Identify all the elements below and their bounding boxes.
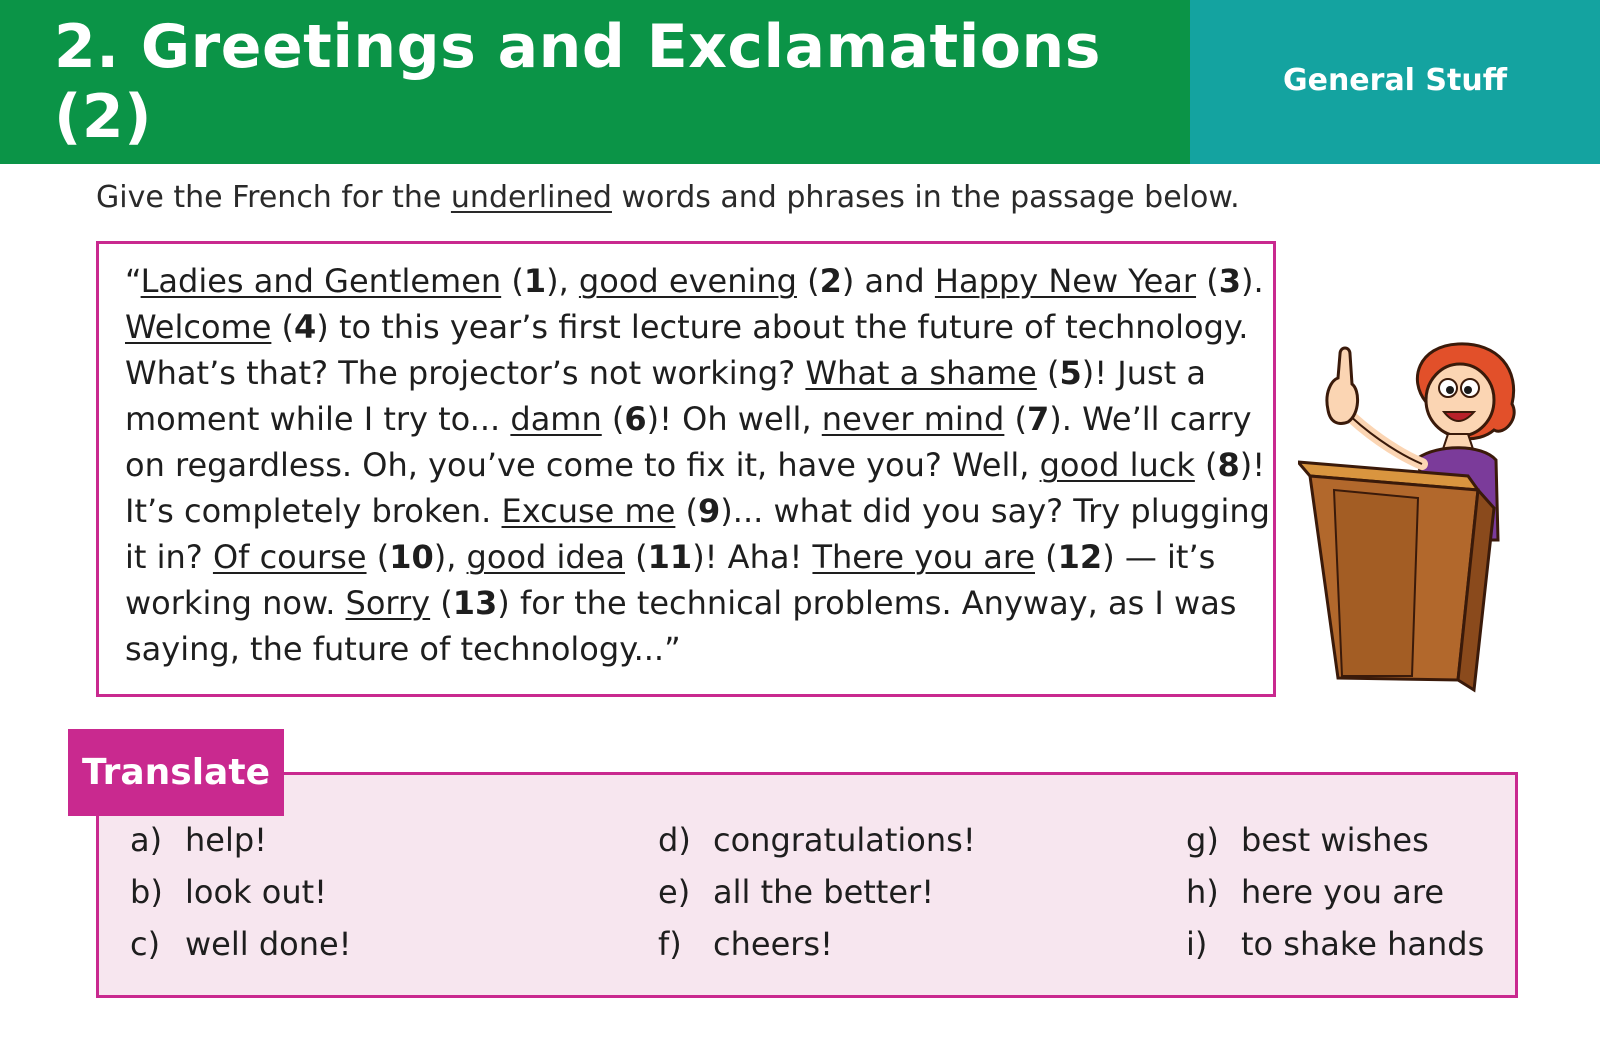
translate-item — [1186, 866, 1484, 918]
passage-segment: ) — it’s — [1102, 538, 1216, 576]
passage-line — [125, 534, 1255, 580]
passage-segment: ( — [1194, 446, 1218, 484]
passage-segment: moment while I try to... — [125, 400, 511, 438]
instruction-pre: Give the French for the — [96, 180, 451, 215]
instruction-text — [96, 180, 1240, 215]
passage-segment: saying, the future of technology...” — [125, 630, 681, 668]
item-text: help! — [185, 821, 267, 859]
passage-segment: ( — [366, 538, 390, 576]
passage-segment: ( — [675, 492, 699, 530]
translate-item — [658, 918, 976, 970]
passage-segment: ), — [546, 262, 579, 300]
passage-segment: )! Aha! — [692, 538, 813, 576]
passage-segment: )... what did you say? Try plugging — [720, 492, 1270, 530]
underlined-phrase: never mind — [821, 400, 1005, 438]
item-text: here you are — [1241, 873, 1444, 911]
passage-segment: ), — [433, 538, 467, 576]
underlined-phrase: good evening — [578, 262, 797, 300]
translate-item — [658, 814, 976, 866]
passage-segment: )! — [1239, 446, 1266, 484]
translate-item — [130, 814, 352, 866]
passage-segment: working now. — [125, 584, 346, 622]
passage-segment: ( — [1196, 262, 1219, 300]
passage-segment: ( — [271, 308, 295, 346]
item-number: 12 — [1057, 538, 1103, 576]
passage-line — [125, 442, 1266, 488]
passage-box — [96, 241, 1276, 697]
passage-segment: ( — [501, 262, 524, 300]
item-number: 4 — [294, 308, 317, 346]
passage-segment: ( — [625, 538, 648, 576]
passage-segment: ( — [1035, 538, 1058, 576]
passage-line — [125, 304, 1255, 350]
underlined-phrase: damn — [510, 400, 602, 438]
instruction-underlined-word: underlined — [450, 180, 612, 215]
item-number: 2 — [819, 262, 842, 300]
passage-line — [125, 488, 1270, 534]
item-number: 11 — [647, 538, 693, 576]
passage-segment: ( — [430, 584, 453, 622]
instruction-post: words and phrases in the passage below. — [611, 180, 1240, 215]
item-letter: d) — [658, 821, 691, 859]
page-title: 2. Greetings and Exclamations (2) — [54, 12, 1101, 152]
underlined-phrase: Welcome — [125, 308, 272, 346]
lecturer-at-podium-icon — [1298, 340, 1528, 710]
item-letter: c) — [130, 925, 161, 963]
underlined-phrase: Ladies and Gentlemen — [140, 262, 502, 300]
item-number: 3 — [1218, 262, 1241, 300]
passage-segment: What’s that? The projector’s not working? — [125, 354, 806, 392]
passage-segment: )! Oh well, — [646, 400, 822, 438]
passage-segment: ). We’ll carry — [1049, 400, 1252, 438]
item-number: 8 — [1217, 446, 1240, 484]
underlined-phrase: Sorry — [345, 584, 431, 622]
item-letter: b) — [130, 873, 163, 911]
passage-segment: on regardless. Oh, you’ve come to fix it, have you? Well, — [125, 446, 1040, 484]
item-number: 6 — [624, 400, 647, 438]
item-number: 7 — [1027, 400, 1050, 438]
section-tab — [1190, 0, 1600, 164]
passage-segment: ( — [1004, 400, 1028, 438]
title-bar — [0, 0, 1190, 164]
passage-segment: It’s completely broken. — [125, 492, 502, 530]
passage-segment: ) for the technical problems. Anyway, as I was — [497, 584, 1237, 622]
section-label: General Stuff — [1282, 62, 1508, 98]
underlined-phrase: Happy New Year — [934, 262, 1197, 300]
item-text: well done! — [185, 925, 352, 963]
item-text: all the better! — [713, 873, 935, 911]
item-text: best wishes — [1241, 821, 1429, 859]
underlined-phrase: There you are — [812, 538, 1035, 576]
item-number: 1 — [523, 262, 547, 300]
lecturer-illustration — [1298, 340, 1528, 710]
item-letter: f) — [658, 925, 682, 963]
translate-column-3 — [1186, 814, 1484, 970]
passage-line — [125, 350, 1255, 396]
translate-item — [1186, 814, 1484, 866]
translate-item — [130, 918, 352, 970]
translate-label: Translate — [82, 752, 270, 793]
item-number: 10 — [389, 538, 434, 576]
passage-line — [125, 258, 1264, 304]
underlined-phrase: What a shame — [805, 354, 1037, 392]
passage-segment: ( — [601, 400, 625, 438]
underlined-phrase: good luck — [1039, 446, 1195, 484]
translate-item — [1186, 918, 1484, 970]
passage-text — [125, 258, 1270, 672]
underlined-phrase: good idea — [466, 538, 625, 576]
passage-line — [125, 626, 1255, 672]
item-text: cheers! — [713, 925, 833, 963]
item-number: 13 — [452, 584, 498, 622]
item-letter: i) — [1186, 925, 1208, 963]
page-header — [0, 0, 1600, 164]
underlined-phrase: Excuse me — [501, 492, 676, 530]
item-text: look out! — [185, 873, 327, 911]
underlined-phrase: Of course — [212, 538, 367, 576]
item-number: 5 — [1059, 354, 1082, 392]
item-text: to shake hands — [1241, 925, 1485, 963]
passage-line — [125, 580, 1255, 626]
passage-segment: ) to this year’s first lecture about the future of technology. — [316, 308, 1249, 346]
translate-item — [130, 866, 352, 918]
translate-tab — [68, 729, 284, 816]
passage-segment: ). — [1240, 262, 1264, 300]
passage-segment: ( — [1036, 354, 1060, 392]
item-letter: e) — [658, 873, 691, 911]
item-letter: a) — [130, 821, 163, 859]
translate-item — [658, 866, 976, 918]
passage-line — [125, 396, 1255, 442]
item-text: congratulations! — [713, 821, 976, 859]
passage-segment: ( — [796, 262, 820, 300]
passage-segment: ) and — [841, 262, 935, 300]
passage-segment: it in? — [125, 538, 213, 576]
translate-column-1 — [130, 814, 352, 970]
item-letter: h) — [1186, 873, 1219, 911]
passage-segment: )! Just a — [1081, 354, 1206, 392]
item-number: 9 — [698, 492, 721, 530]
passage-segment: “ — [125, 262, 141, 300]
translate-column-2 — [658, 814, 976, 970]
item-letter: g) — [1186, 821, 1219, 859]
